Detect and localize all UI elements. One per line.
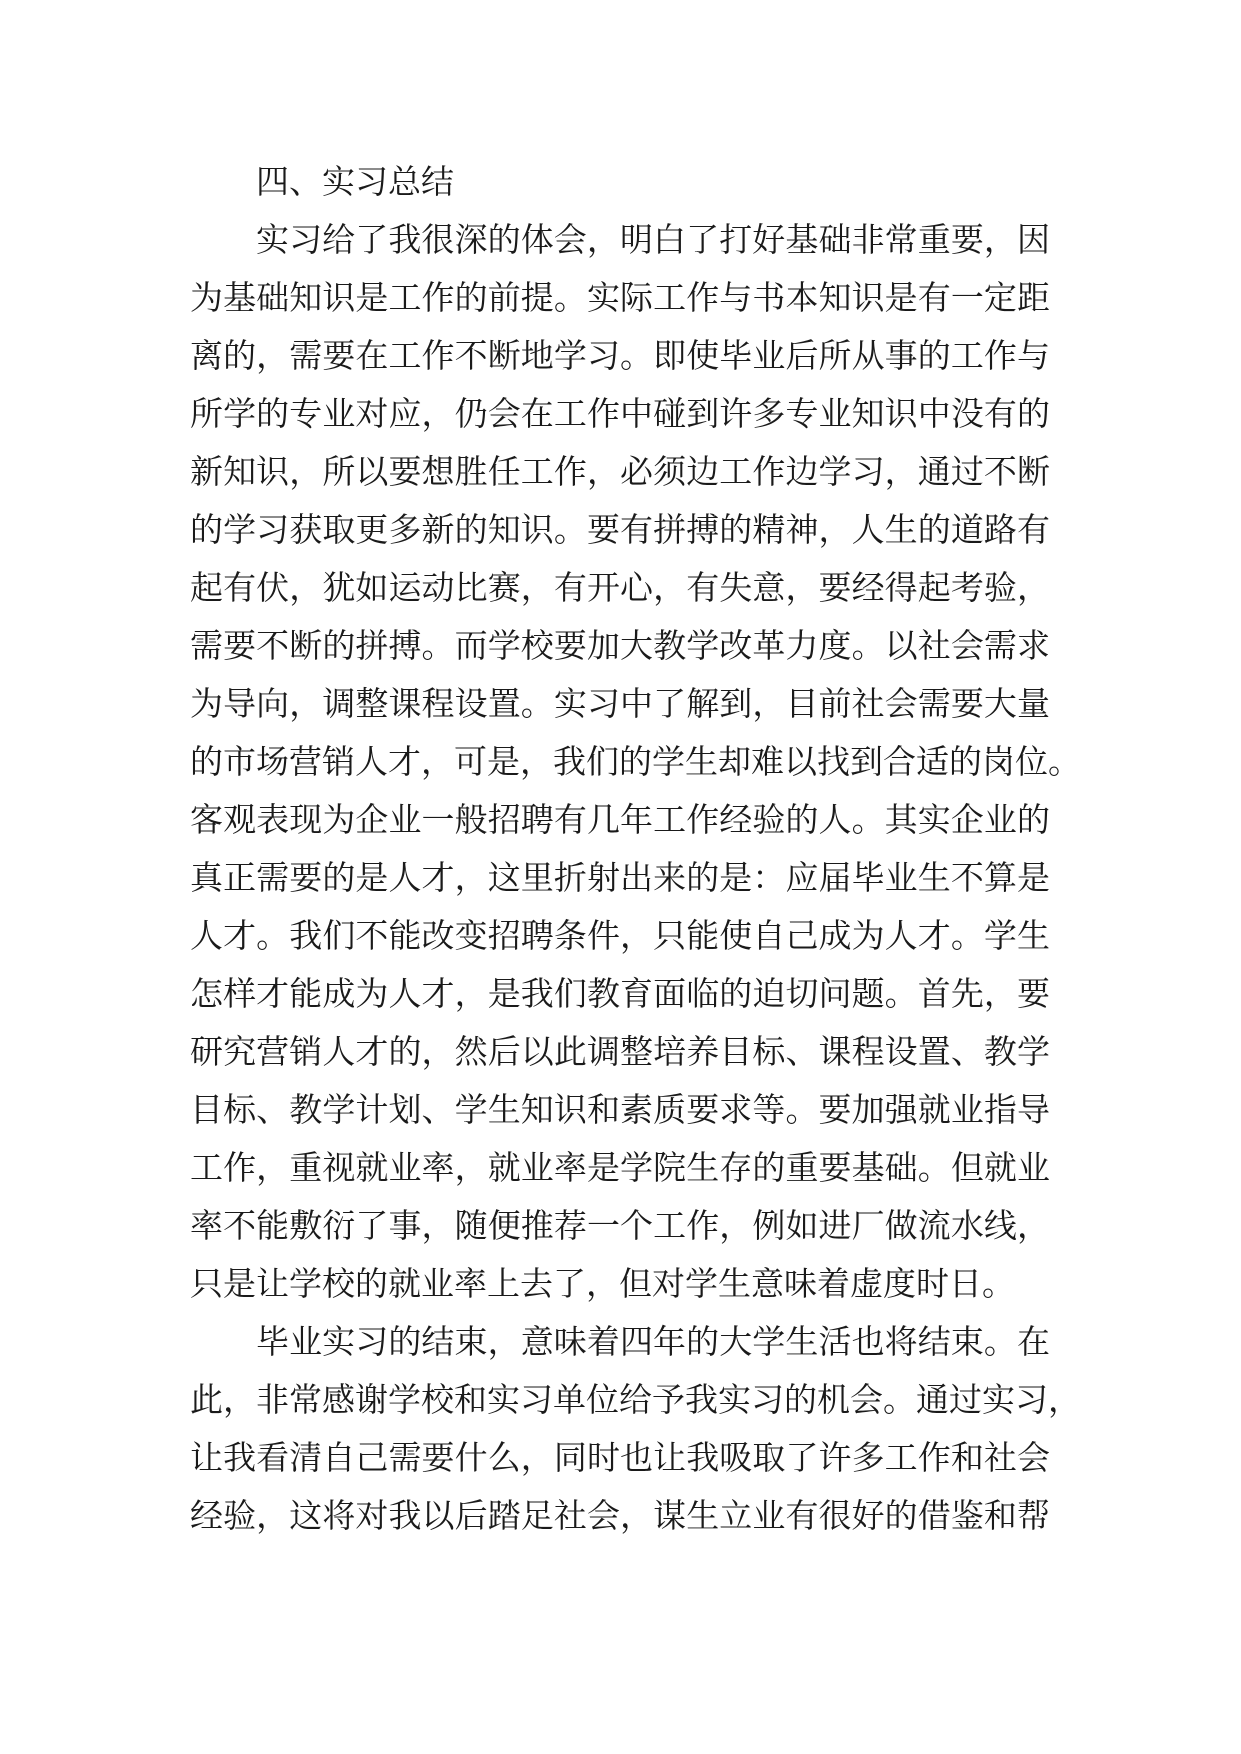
paragraph-line: 怎样才能成为人才，是我们教育面临的迫切问题。首先，要 — [190, 974, 1050, 1013]
paragraph-line: 需要不断的拼搏。而学校要加大教学改革力度。以社会需求 — [190, 626, 1050, 665]
paragraph-line: 为导向，调整课程设置。实习中了解到，目前社会需要大量 — [190, 684, 1050, 723]
paragraph-line: 只是让学校的就业率上去了，但对学生意味着虚度时日。 — [190, 1264, 1015, 1303]
paragraph-line: 所学的专业对应，仍会在工作中碰到许多专业知识中没有的 — [190, 394, 1050, 433]
paragraph-line: 起有伏，犹如运动比赛，有开心，有失意，要经得起考验， — [190, 568, 1050, 607]
paragraph-line: 为基础知识是工作的前提。实际工作与书本知识是有一定距 — [190, 278, 1050, 317]
paragraph-line: 真正需要的是人才，这里折射出来的是：应届毕业生不算是 — [190, 858, 1050, 897]
paragraph-line: 离的，需要在工作不断地学习。即使毕业后所从事的工作与 — [190, 336, 1050, 375]
paragraph-line: 毕业实习的结束，意味着四年的大学生活也将结束。在 — [256, 1322, 1050, 1361]
paragraph-line: 此，非常感谢学校和实习单位给予我实习的机会。通过实习， — [190, 1380, 1081, 1419]
paragraph-2 — [190, 1313, 1081, 1545]
paragraph-line: 工作，重视就业率，就业率是学院生存的重要基础。但就业 — [190, 1148, 1050, 1187]
paragraph-line: 的学习获取更多新的知识。要有拼搏的精神，人生的道路有 — [190, 510, 1050, 549]
paragraph-line: 让我看清自己需要什么，同时也让我吸取了许多工作和社会 — [190, 1438, 1050, 1477]
paragraph-line: 经验，这将对我以后踏足社会，谋生立业有很好的借鉴和帮 — [190, 1496, 1050, 1535]
paragraph-line: 客观表现为企业一般招聘有几年工作经验的人。其实企业的 — [190, 800, 1050, 839]
paragraph-line: 目标、教学计划、学生知识和素质要求等。要加强就业指导 — [190, 1090, 1050, 1129]
paragraph-line: 的市场营销人才，可是，我们的学生却难以找到合适的岗位。 — [190, 742, 1081, 781]
paragraph-line: 实习给了我很深的体会，明白了打好基础非常重要，因 — [256, 220, 1050, 259]
paragraph-line: 人才。我们不能改变招聘条件，只能使自己成为人才。学生 — [190, 916, 1050, 955]
paragraph-1 — [190, 211, 1081, 1313]
section-heading: 四、实习总结 — [256, 162, 454, 201]
paragraph-line: 研究营销人才的，然后以此调整培养目标、课程设置、教学 — [190, 1032, 1050, 1071]
paragraph-line: 率不能敷衍了事，随便推荐一个工作，例如进厂做流水线， — [190, 1206, 1050, 1245]
document-body — [190, 153, 1081, 1545]
paragraph-line: 新知识，所以要想胜任工作，必须边工作边学习，通过不断 — [190, 452, 1050, 491]
